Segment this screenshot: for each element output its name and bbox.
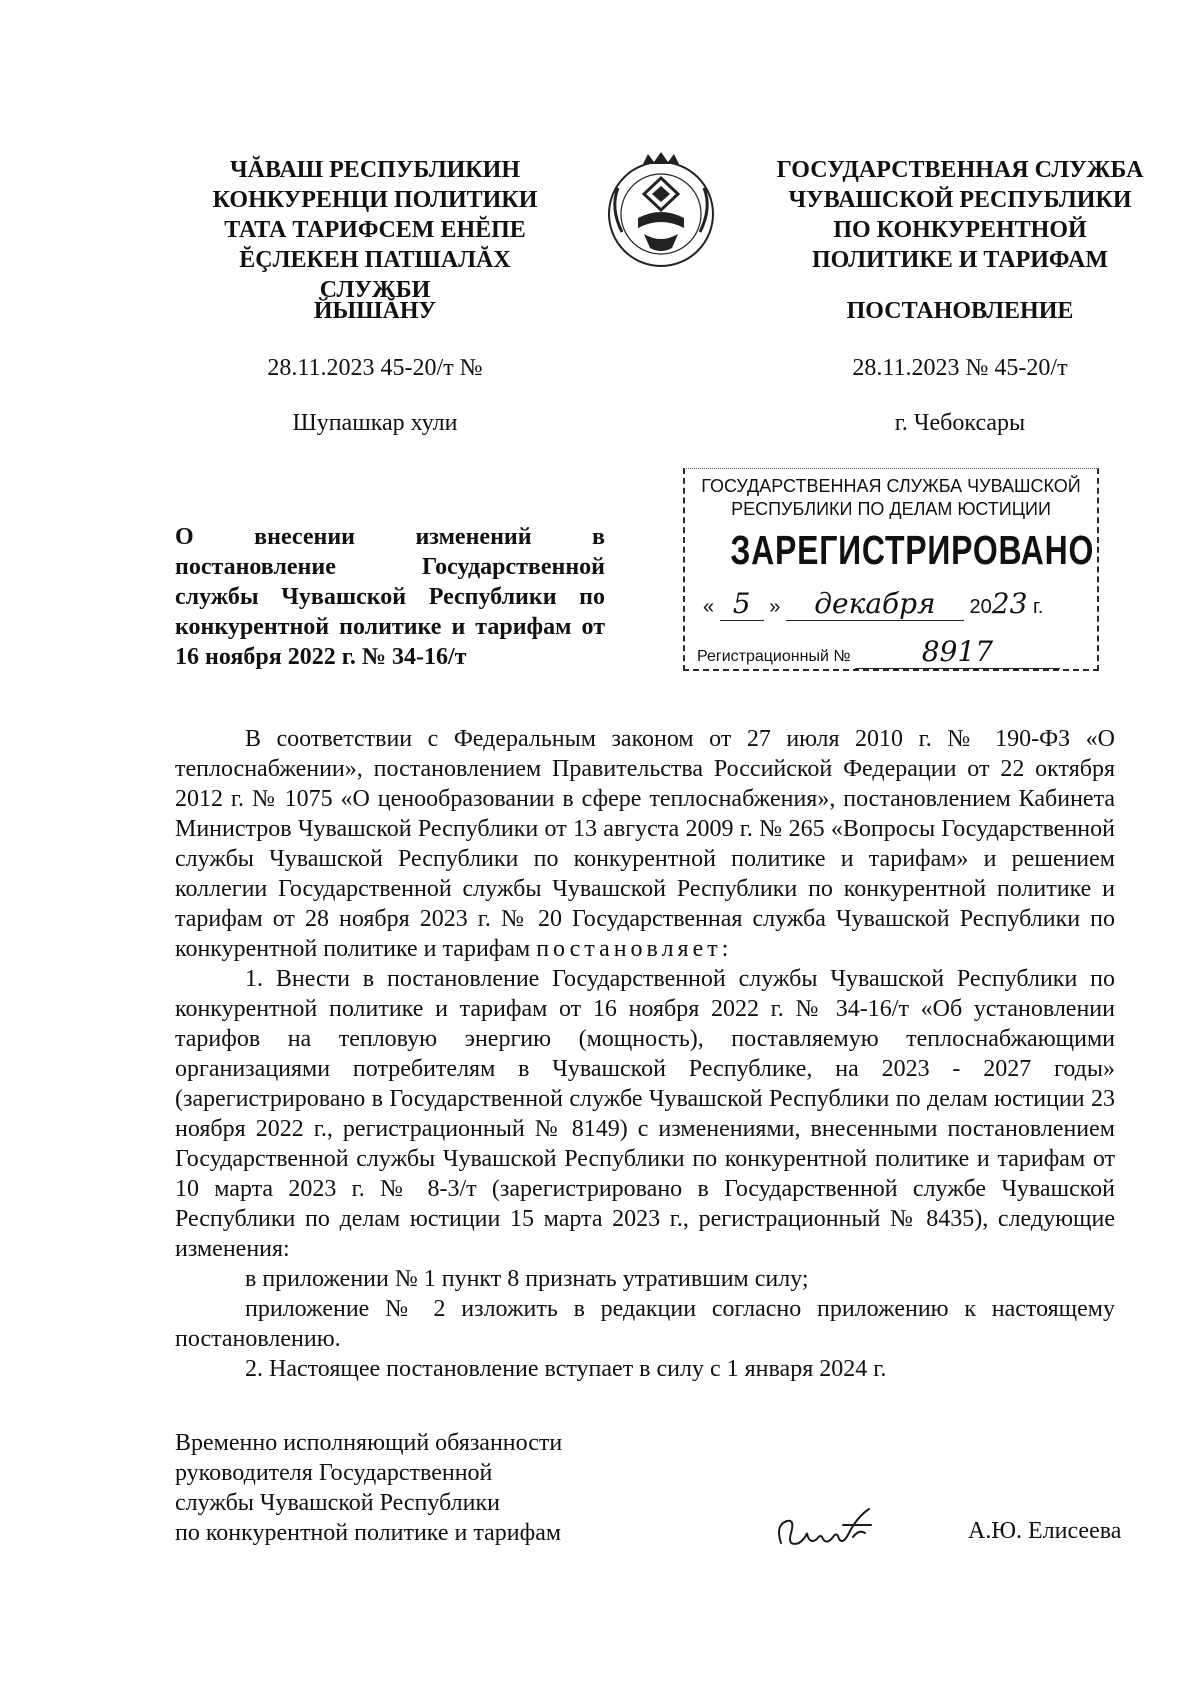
document-subject: О внесении изменений в постановление Государственной службы Чувашской Республики по конкурентной политике и тарифам от 16 ноября 2022 г. № 34-16/т bbox=[175, 524, 605, 670]
coat-of-arms-icon bbox=[598, 148, 724, 274]
item-1b-paragraph: приложение № 2 изложить в редакции согласно приложению к настоящему постановлению. bbox=[175, 1296, 1115, 1352]
signatory-name: А.Ю. Елисеева bbox=[968, 1518, 1122, 1544]
signatory-title: Временно исполняющий обязанности руководителя Государственной службы Чувашской Республики по конкурентной политике и тарифам bbox=[175, 1430, 563, 1546]
stamp-year-prefix: 20 bbox=[969, 596, 992, 618]
preamble-paragraph bbox=[175, 724, 1115, 964]
stamp-reg-number: 8917 bbox=[855, 635, 1060, 669]
stamp-registration-number bbox=[697, 635, 1087, 669]
stamp-reg-label: Регистрационный № bbox=[697, 648, 851, 665]
item-2-paragraph: 2. Настоящее постановление вступает в силу с 1 января 2024 г. bbox=[245, 1356, 887, 1382]
handwritten-signature-icon bbox=[773, 1503, 883, 1563]
right-doc-date-number: 28.11.2023 № 45-20/т bbox=[852, 355, 1068, 381]
decree-word: постановляет: bbox=[536, 936, 733, 962]
left-doc-type: ЙЫШĂНУ bbox=[313, 298, 437, 324]
stamp-day: 5 bbox=[720, 587, 764, 621]
item-1a-paragraph: в приложении № 1 пункт 8 признать утратившим силу; bbox=[245, 1266, 809, 1292]
left-doc-place: Шупашкар хули bbox=[292, 410, 458, 436]
stamp-quote-close: » bbox=[769, 596, 781, 618]
stamp-date bbox=[703, 587, 1083, 621]
preamble-text: В соответствии с Федеральным законом от 27 июля 2010 г. № 190-ФЗ «О теплоснабжении», постановлением Правительства Российской Федерации от 22 октября 2012 г. № 1075 «О ценообразовании в сфере теплоснабжения», постановлением Кабинета Министров Чувашской Республики от 13 августа 2009 г. № 265 «Вопросы Государственной службы Чувашской Республики по конкурентной политике и тарифам» и решением коллегии Государственной службы Чувашской Республики по конкурентной политике и тарифам от 28 ноября 2023 г. № 20 Государственная служба Чувашской Республики по конкурентной политике и тарифам bbox=[175, 726, 1115, 962]
stamp-month: декабря bbox=[786, 587, 964, 621]
stamp-year-unit: г. bbox=[1032, 596, 1044, 618]
right-doc-type: ПОСТАНОВЛЕНИЕ bbox=[846, 298, 1074, 324]
left-doc-date-number: 28.11.2023 45-20/т № bbox=[267, 355, 483, 381]
document-body bbox=[175, 724, 1115, 1384]
registration-stamp bbox=[683, 468, 1099, 671]
right-doc-place: г. Чебоксары bbox=[894, 410, 1026, 436]
stamp-year-suffix: 23 bbox=[991, 587, 1028, 620]
stamp-org: ГОСУДАРСТВЕННАЯ СЛУЖБА ЧУВАШСКОЙ РЕСПУБЛИКИ ПО ДЕЛАМ ЮСТИЦИИ bbox=[701, 476, 1081, 519]
stamp-status: ЗАРЕГИСТРИРОВАНО bbox=[730, 527, 1095, 573]
left-org-name: ЧĂВАШ РЕСПУБЛИКИН КОНКУРЕНЦИ ПОЛИТИКИ ТАТА ТАРИФСЕМ ЕНĔПЕ ĔÇЛЕКЕН ПАТШАЛĂХ СЛУЖБИ bbox=[212, 157, 538, 303]
item-1-paragraph: 1. Внести в постановление Государственной службы Чувашской Республики по конкурентной политике и тарифам от 16 ноября 2022 г. № 34-16/т «Об установлении тарифов на тепловую энергию (мощность), поставляемую теплоснабжающими организациями потребителям в Чувашской Республике, на 2023 - 2027 годы» (зарегистрировано в Государственной службе Чувашской Республики по делам юстиции 23 ноября 2022 г., регистрационный № 8149) с изменениями, внесенными постановлением Государственной службы Чувашской Республики по конкурентной политике и тарифам от 10 марта 2023 г. № 8-3/т (зарегистрировано в Государственной службе Чувашской Республики по делам юстиции 15 марта 2023 г., регистрационный № 8435), следующие изменения: bbox=[175, 966, 1115, 1262]
right-org-name: ГОСУДАРСТВЕННАЯ СЛУЖБА ЧУВАШСКОЙ РЕСПУБЛИКИ ПО КОНКУРЕНТНОЙ ПОЛИТИКЕ И ТАРИФАМ bbox=[776, 157, 1144, 273]
stamp-quote-open: « bbox=[703, 596, 715, 618]
